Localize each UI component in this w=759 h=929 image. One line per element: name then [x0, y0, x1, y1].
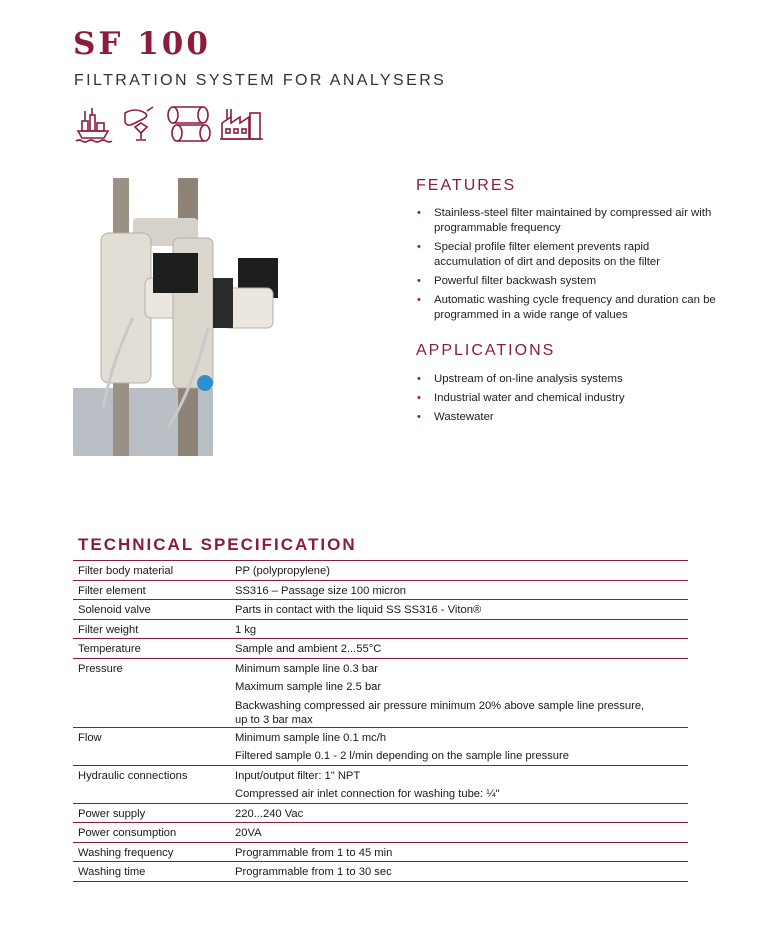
- table-row: [73, 581, 688, 601]
- list-item: • Automatic washing cycle frequency and duration can be programmed in a wide range of values: [416, 293, 716, 323]
- spec-value: Input/output filter: 1" NPT: [235, 769, 361, 782]
- filter-system-illustration: [73, 178, 361, 456]
- spec-value: Programmable from 1 to 30 sec: [235, 866, 392, 878]
- spec-title: TECHNICAL SPECIFICATION: [78, 535, 357, 554]
- spec-value: SS316 – Passage size 100 micron: [235, 584, 407, 597]
- list-item: • Stainless-steel filter maintained by compressed air with programmable frequency: [416, 206, 716, 236]
- product-photo: [73, 178, 361, 456]
- list-item: • Powerful filter backwash system: [416, 274, 716, 289]
- application-icons: [73, 103, 265, 143]
- spec-value: Backwashing compressed air pressure minimum 20% above sample line pressure, up to 3 bar max: [235, 699, 645, 726]
- spec-value: Sample and ambient 2...55°C: [235, 643, 382, 655]
- features-list: [416, 206, 716, 327]
- table-row: [73, 620, 688, 640]
- product-subtitle: FILTRATION SYSTEM FOR ANALYSERS: [74, 72, 447, 89]
- table-row: [73, 728, 688, 766]
- spec-label: Power consumption: [78, 827, 177, 839]
- features-title: FEATURES: [416, 177, 517, 194]
- table-row: [73, 766, 688, 804]
- spec-label: Flow: [78, 731, 102, 744]
- drink-icon: [119, 103, 159, 143]
- spec-label: Washing time: [78, 866, 146, 878]
- spec-value: PP (polypropylene): [235, 565, 330, 577]
- list-item: • Wastewater: [416, 410, 716, 425]
- spec-label: Temperature: [78, 643, 141, 655]
- spec-label: Pressure: [78, 662, 123, 675]
- table-row: [73, 600, 688, 620]
- spec-label: Filter body material: [78, 565, 174, 577]
- spec-label: Power supply: [78, 807, 146, 820]
- spec-value: Maximum sample line 2.5 bar: [235, 681, 382, 693]
- spec-table: [73, 560, 688, 882]
- list-item: • Upstream of on-line analysis systems: [416, 372, 716, 387]
- spec-value: Compressed air inlet connection for washing tube: ¼": [235, 788, 500, 800]
- table-row: [73, 843, 688, 863]
- ship-industry-icon: [73, 103, 113, 143]
- factory-icon: [219, 103, 265, 143]
- spec-value: Filtered sample 0.1 - 2 l/min depending on the sample line pressure: [235, 750, 569, 762]
- applications-list: [416, 372, 716, 429]
- table-row: [73, 639, 688, 659]
- table-row: [73, 659, 688, 728]
- table-row: [73, 561, 688, 581]
- spec-value: 20VA: [235, 827, 262, 839]
- product-title: SF 100: [73, 26, 211, 62]
- spec-value: Programmable from 1 to 45 min: [235, 846, 393, 859]
- applications-title: APPLICATIONS: [416, 342, 556, 359]
- table-row: [73, 862, 688, 882]
- spec-value: 220...240 Vac: [235, 807, 304, 820]
- list-item: • Industrial water and chemical industry: [416, 391, 716, 406]
- spec-label: Filter element: [78, 584, 146, 597]
- spec-value: Parts in contact with the liquid SS SS316 - Viton®: [235, 604, 482, 616]
- paper-rolls-icon: [165, 103, 213, 143]
- table-row: [73, 804, 688, 824]
- spec-label: Filter weight: [78, 623, 139, 636]
- spec-value: Minimum sample line 0.1 mc/h: [235, 731, 387, 744]
- spec-value: Minimum sample line 0.3 bar: [235, 662, 379, 675]
- spec-value: 1 kg: [235, 623, 257, 636]
- spec-label: Solenoid valve: [78, 604, 151, 616]
- spec-label: Hydraulic connections: [78, 769, 188, 782]
- list-item: • Special profile filter element prevents rapid accumulation of dirt and deposits on the filter: [416, 240, 716, 270]
- spec-label: Washing frequency: [78, 846, 174, 859]
- table-row: [73, 823, 688, 843]
